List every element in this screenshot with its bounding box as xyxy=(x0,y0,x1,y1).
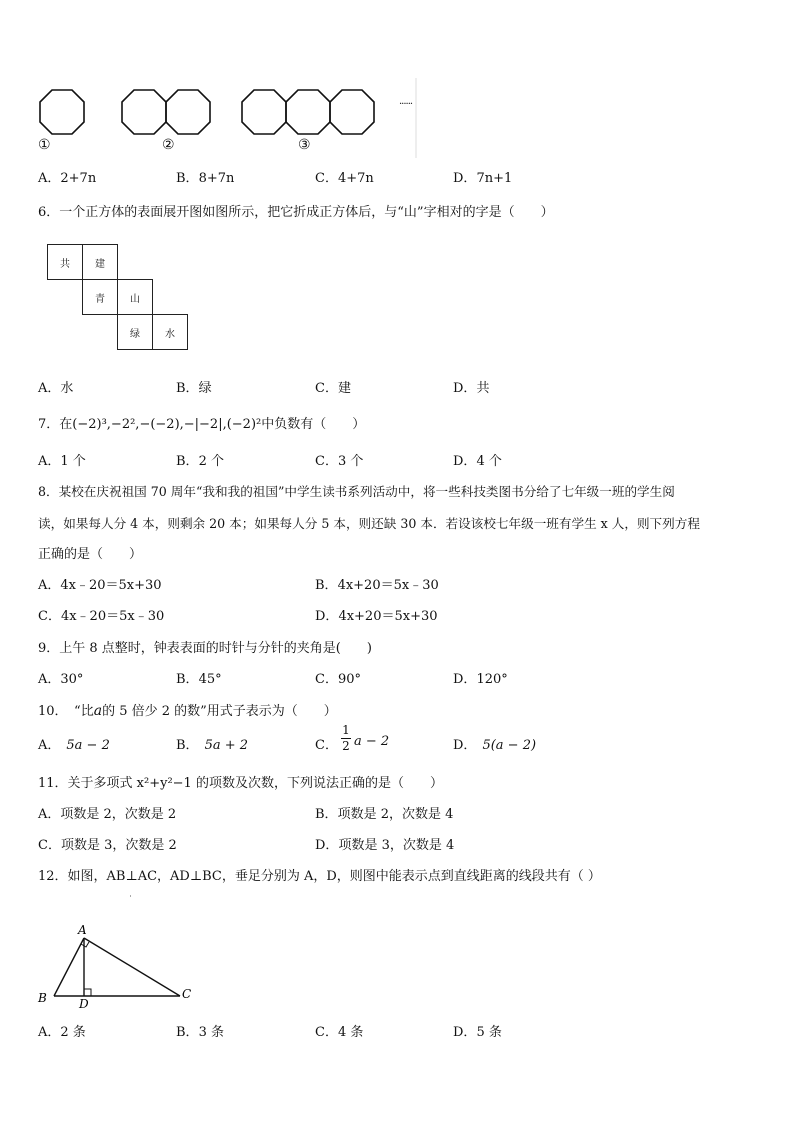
q7-expression: (−2)³,−2²,−(−2),−|−2|,(−2)² xyxy=(72,417,262,432)
figure-label-3: ③ xyxy=(298,137,311,153)
q11-option-d[interactable]: D．项数是 3，次数是 4 xyxy=(315,838,455,853)
point-label-d: D xyxy=(79,997,89,1010)
net-cell-lv: 绿 xyxy=(117,314,153,350)
q7-option-b[interactable]: B．2 个 xyxy=(176,454,224,469)
q10-fraction: 1 2 xyxy=(342,723,350,753)
q8-stem-line-2: 读，如果每人分 4 本，则剩余 20 本；如果每人分 5 本，则还缺 30 本．若设该校七年级一班有学生 x 人，则下列方程 xyxy=(38,516,700,531)
q9-option-a[interactable]: A．30° xyxy=(38,672,84,687)
q9-option-b[interactable]: B．45° xyxy=(176,672,222,687)
net-cell-shan: 山 xyxy=(117,279,153,315)
q10-option-c-expr: a − 2 xyxy=(354,734,390,749)
net-cell-jian: 建 xyxy=(82,244,118,280)
q7-option-d[interactable]: D．4 个 xyxy=(453,454,502,469)
q6-option-a[interactable]: A．水 xyxy=(38,381,74,396)
q10-option-d[interactable]: D． 5(a − 2) xyxy=(453,738,537,753)
q12-option-c[interactable]: C．4 条 xyxy=(315,1025,364,1040)
q11-option-c[interactable]: C．项数是 3，次数是 2 xyxy=(38,838,177,853)
q10-stem: 10． “比a的 5 倍少 2 的数”用式子表示为（ ） xyxy=(38,703,337,719)
net-cell-qing: 青 xyxy=(82,279,118,315)
q7-stem: 7．在(−2)³,−2²,−(−2),−|−2|,(−2)²中负数有（ ） xyxy=(38,417,366,432)
q7-option-c[interactable]: C．3 个 xyxy=(315,454,364,469)
figure-label-1: ① xyxy=(38,137,51,153)
q12-stem: 12．如图，AB⊥AC，AD⊥BC，垂足分别为 A，D，则图中能表示点到直线距离的线段共有（ ） xyxy=(38,869,601,884)
figure-ellipsis: ...... xyxy=(399,96,413,107)
q12-option-a[interactable]: A．2 条 xyxy=(38,1025,86,1040)
q9-option-c[interactable]: C．90° xyxy=(315,672,361,687)
octagon-pattern-figure xyxy=(28,78,438,158)
q8-stem-line-1: 8．某校在庆祝祖国 70 周年“我和我的祖国”中学生读书系列活动中，将一些科技类图书分给了七年级一班的学生阅 xyxy=(38,484,675,499)
q11-stem: 11．关于多项式 x²+y²−1 的项数及次数，下列说法正确的是（ ） xyxy=(38,776,443,791)
q5-option-a[interactable]: A．2+7n xyxy=(38,171,97,186)
q11-option-a[interactable]: A．项数是 2，次数是 2 xyxy=(38,807,177,822)
q8-option-a[interactable]: A．4x﹣20＝5x+30 xyxy=(38,578,162,593)
q12-option-b[interactable]: B．3 条 xyxy=(176,1025,224,1040)
q7-option-a[interactable]: A．1 个 xyxy=(38,454,86,469)
q8-stem-line-3: 正确的是（ ） xyxy=(38,547,143,562)
q6-option-c[interactable]: C．建 xyxy=(315,381,351,396)
q11-option-b[interactable]: B．项数是 2，次数是 4 xyxy=(315,807,454,822)
q12-option-d[interactable]: D．5 条 xyxy=(453,1025,502,1040)
q6-stem: 6．一个正方体的表面展开图如图所示，把它折成正方体后，与“山”字相对的字是（ ） xyxy=(38,205,554,220)
net-cell-shui: 水 xyxy=(152,314,188,350)
figure-label-2: ② xyxy=(162,137,175,153)
q5-option-d[interactable]: D．7n+1 xyxy=(453,171,513,186)
q5-option-b[interactable]: B．8+7n xyxy=(176,171,235,186)
q8-option-b[interactable]: B．4x+20＝5x﹣30 xyxy=(315,578,439,593)
point-label-c: C xyxy=(182,987,192,1001)
q9-option-d[interactable]: D．120° xyxy=(453,672,508,687)
q5-option-c[interactable]: C．4+7n xyxy=(315,171,374,186)
q10-option-a[interactable]: A． 5a − 2 xyxy=(38,738,110,753)
q8-option-c[interactable]: C．4x﹣20＝5x﹣30 xyxy=(38,609,165,624)
q10-option-b[interactable]: B． 5a + 2 xyxy=(176,738,249,753)
point-label-b: B xyxy=(38,991,47,1005)
q8-option-d[interactable]: D．4x+20＝5x+30 xyxy=(315,609,438,624)
point-label-a: A xyxy=(78,923,87,937)
q6-option-d[interactable]: D．共 xyxy=(453,381,490,396)
q10-option-c[interactable]: C． xyxy=(315,738,338,753)
q6-option-b[interactable]: B．绿 xyxy=(176,381,212,396)
triangle-figure xyxy=(30,890,210,1010)
q9-stem: 9．上午 8 点整时，钟表表面的时针与分针的夹角是( ) xyxy=(38,641,372,656)
net-cell-gong: 共 xyxy=(47,244,83,280)
